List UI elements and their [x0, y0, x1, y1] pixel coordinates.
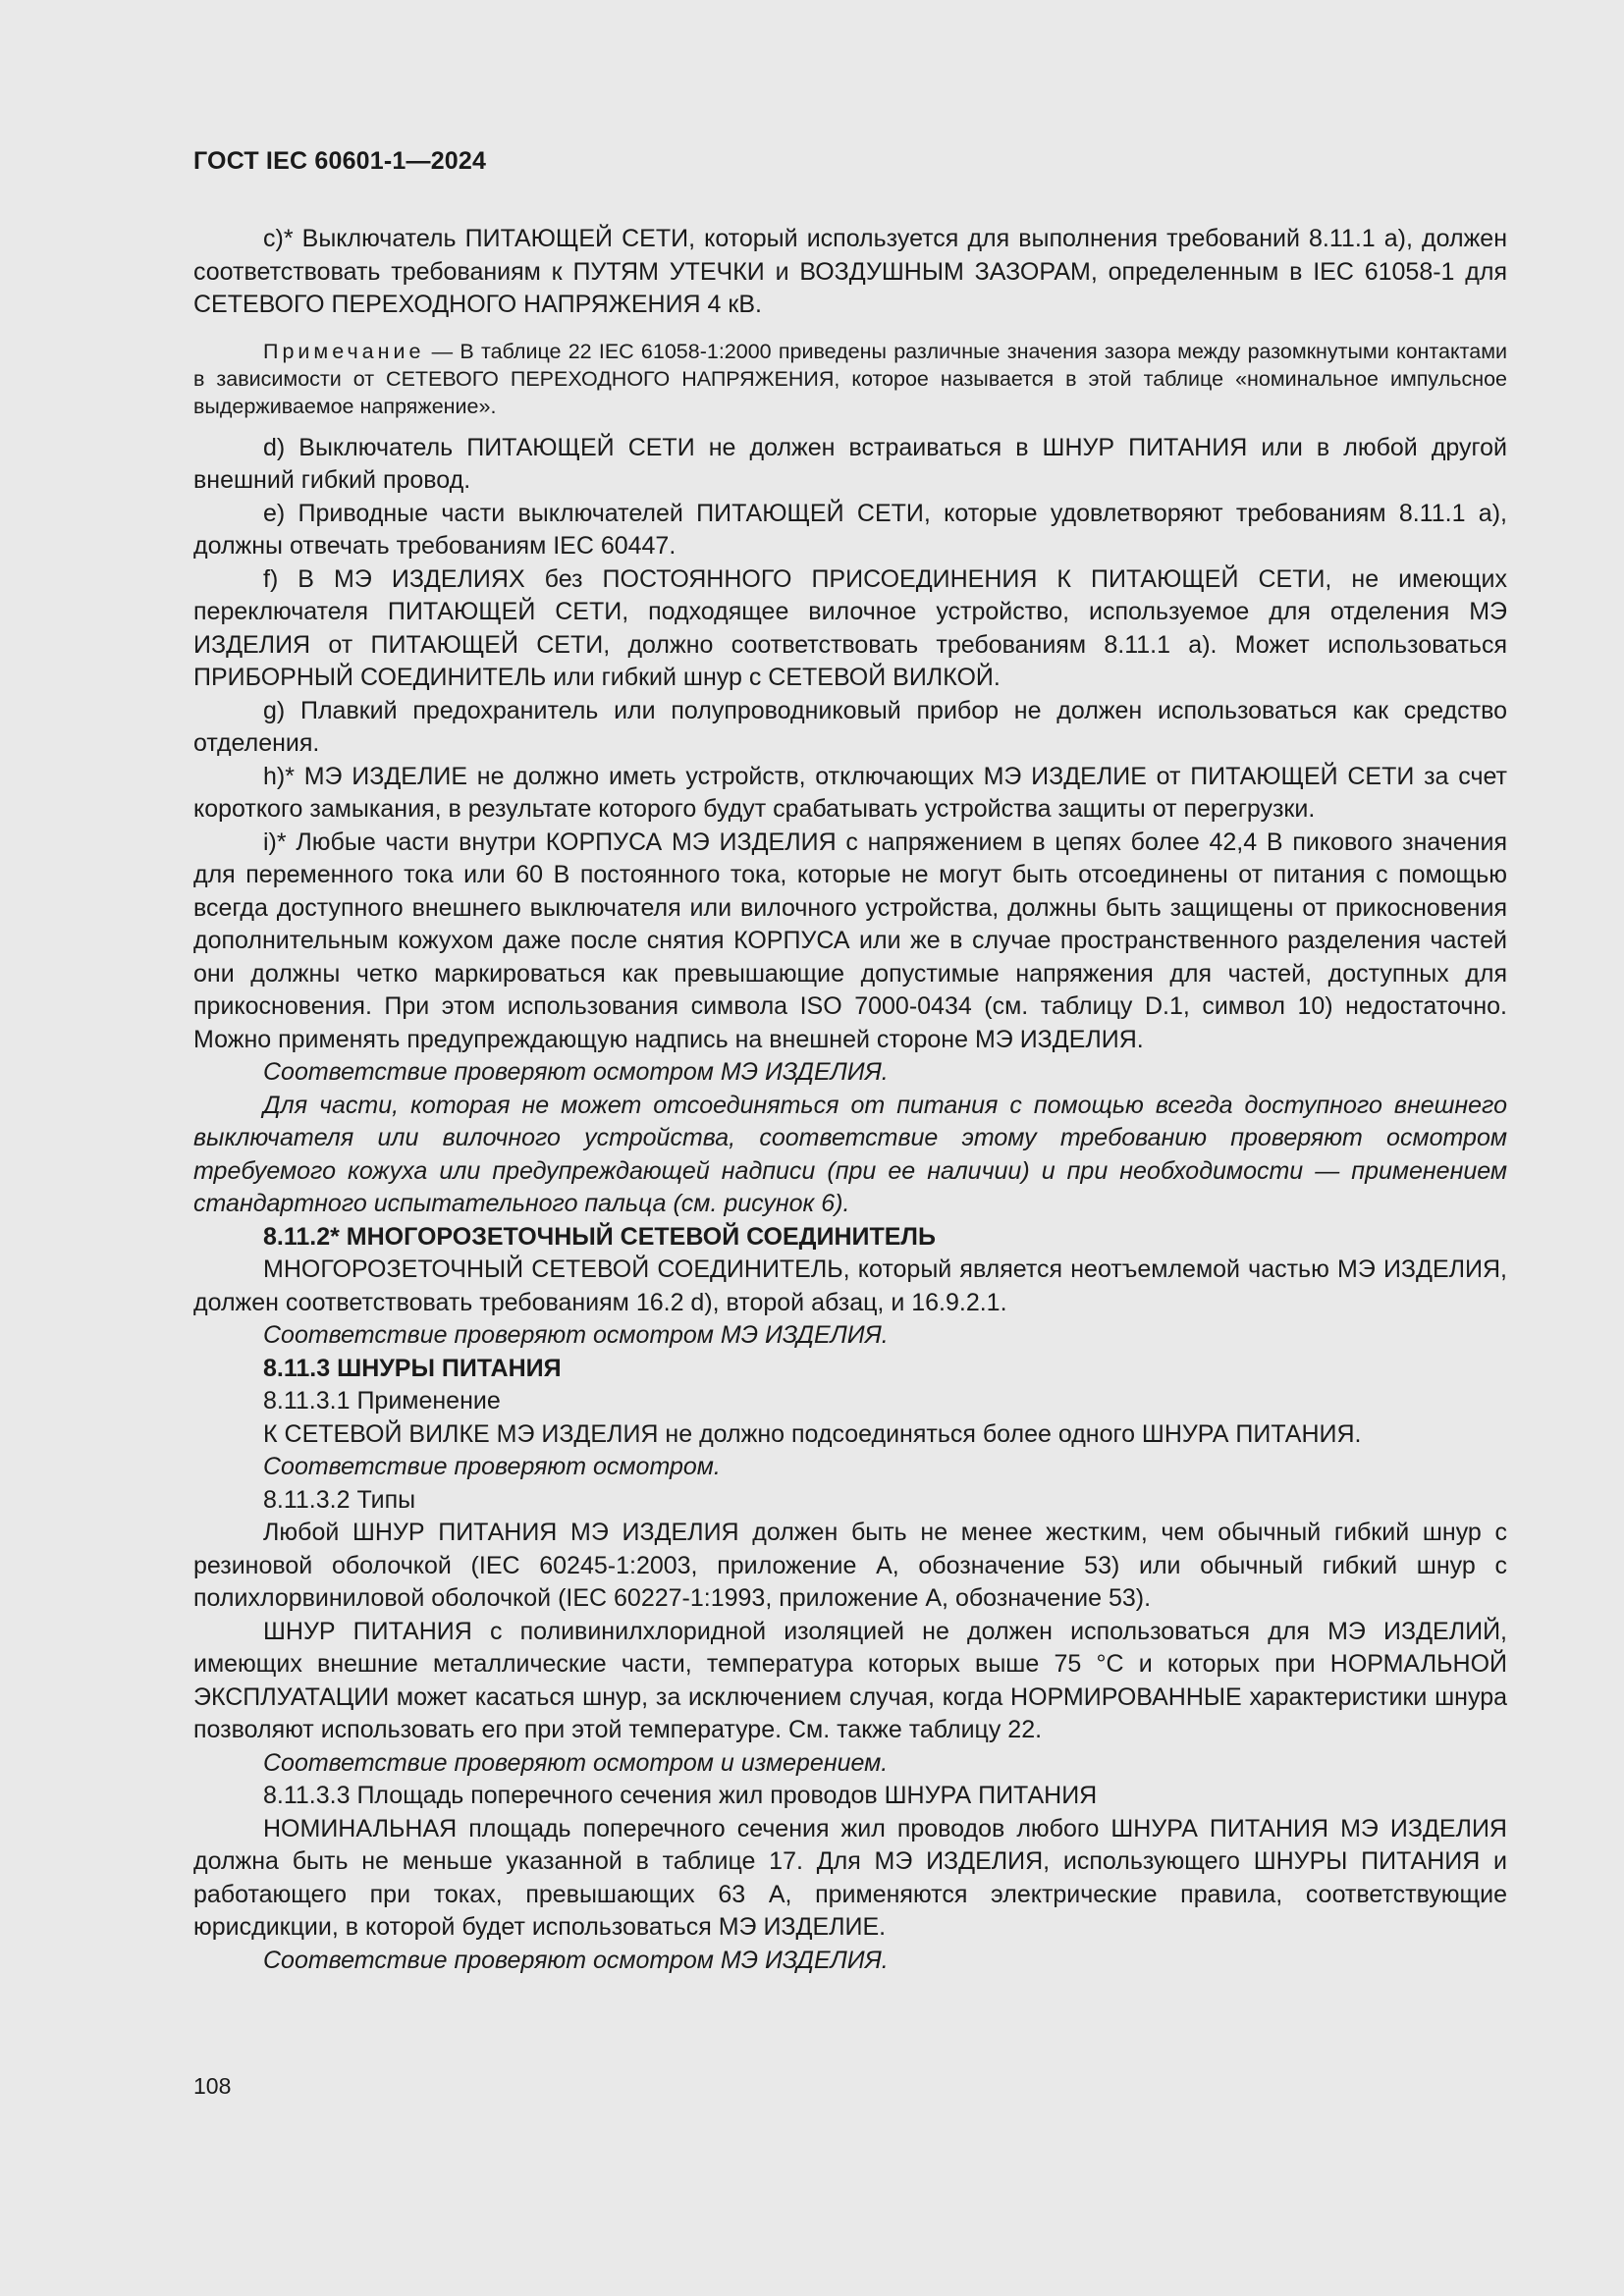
- paragraph-8-11-3-2-b: ШНУР ПИТАНИЯ с поливинилхлоридной изоляцией не должен использоваться для МЭ ИЗДЕЛИЙ, имеющих внешние металлические части, температура которых выше 75 °С и которых при НОРМАЛЬНОЙ ЭКСПЛУАТАЦИИ может касаться шнур, за исключением случая, когда НОРМИРОВАННЫЕ характеристики шнура позволяют использовать его при этой температуре. См. также таблицу 22.: [193, 1617, 1507, 1743]
- paragraph-8-11-3-3: НОМИНАЛЬНАЯ площадь поперечного сечения жил проводов любого ШНУРА ПИТАНИЯ МЭ ИЗДЕЛИЯ должна быть не меньше указанной в таблице 17. Для МЭ ИЗДЕЛИЯ, использующего ШНУРЫ ПИТАНИЯ и работающего при токах, превышающих 63 А, применяются электрические правила, соответствующие юрисдикции, в которой будет использоваться МЭ ИЗДЕЛИЕ.: [193, 1814, 1507, 1941]
- note-text: — В таблице 22 IEC 61058-1:2000 приведены различные значения зазора между разомкнутыми контактами в зависимости от СЕТЕВОГО ПЕРЕХОДНОГО НАПРЯЖЕНИЯ, которое называется в этой таблице «номинальное импульсное выдерживаемое напряжение».: [193, 339, 1507, 418]
- paragraph-g: g) Плавкий предохранитель или полупроводниковый прибор не должен использоваться как средство отделения.: [193, 696, 1507, 757]
- paragraph-8-11-3-1: К СЕТЕВОЙ ВИЛКЕ МЭ ИЗДЕЛИЯ не должно подсоединяться более одного ШНУРА ПИТАНИЯ.: [263, 1419, 1362, 1448]
- compliance-text: Соответствие проверяют осмотром и измерением.: [263, 1748, 889, 1777]
- paragraph-c: c)* Выключатель ПИТАЮЩЕЙ СЕТИ, который используется для выполнения требований 8.11.1 а), должен соответствовать требованиям к ПУТЯМ УТЕЧКИ и ВОЗДУШНЫМ ЗАЗОРАМ, определенным в IEC 61058-1 для СЕТЕВОГО ПЕРЕХОДНОГО НАПРЯЖЕНИЯ 4 кВ.: [193, 225, 1507, 318]
- note-label: Примечание: [263, 339, 425, 363]
- compliance-text: Для части, которая не может отсоединяться от питания с помощью всегда доступного внешнего выключателя или вилочного устройства, соответствие этому требованию проверяют осмотром требуемого кожуха или предупреждающей надписи (при ее наличии) и при необходимости — применением стандартного испытательного пальца (см. рисунок 6).: [193, 1091, 1507, 1217]
- compliance-text: Соответствие проверяют осмотром МЭ ИЗДЕЛИЯ.: [263, 1058, 889, 1086]
- paragraph-8-11-2: МНОГОРОЗЕТОЧНЫЙ СЕТЕВОЙ СОЕДИНИТЕЛЬ, который является неотъемлемой частью МЭ ИЗДЕЛИЯ, должен соответствовать требованиям 16.2 d), второй абзац, и 16.9.2.1.: [193, 1255, 1507, 1316]
- paragraph-e: e) Приводные части выключателей ПИТАЮЩЕЙ СЕТИ, которые удовлетворяют требованиям 8.11.1 а), должны отвечать требованиям IEC 60447.: [193, 499, 1507, 560]
- paragraph-8-11-3-2-a: Любой ШНУР ПИТАНИЯ МЭ ИЗДЕЛИЯ должен быть не менее жестким, чем обычный гибкий шнур с резиновой оболочкой (IEC 60245-1:2003, приложение А, обозначение 53) или обычный гибкий шнур с полихлорвиниловой оболочкой (IEC 60227-1:1993, приложение А, обозначение 53).: [193, 1519, 1507, 1612]
- document-header: ГОСТ IEC 60601-1—2024: [193, 147, 487, 175]
- section-heading-8-11-3: 8.11.3 ШНУРЫ ПИТАНИЯ: [263, 1354, 562, 1382]
- paragraph-i: i)* Любые части внутри КОРПУСА МЭ ИЗДЕЛИЯ с напряжением в цепях более 42,4 В пикового значения для переменного тока или 60 В постоянного тока, которые не могут быть отсоединены от питания с помощью всегда доступного внешнего выключателя или вилочного устройства, должны быть защищены от прикосновения дополнительным кожухом даже после снятия КОРПУСА или же в случае пространственного разделения частей они должны четко маркироваться как превышающие допустимые напряжения для частей, доступных для прикосновения. При этом использования символа ISO 7000-0434 (см. таблицу D.1, символ 10) недостаточно. Можно применять предупреждающую надпись на внешней стороне МЭ ИЗДЕЛИЯ.: [193, 828, 1507, 1053]
- compliance-text: Соответствие проверяют осмотром МЭ ИЗДЕЛИЯ.: [263, 1321, 889, 1349]
- paragraph-d: d) Выключатель ПИТАЮЩЕЙ СЕТИ не должен встраиваться в ШНУР ПИТАНИЯ или в любой другой внешний гибкий провод.: [193, 433, 1507, 494]
- subsection-heading-8-11-3-3: 8.11.3.3 Площадь поперечного сечения жил проводов ШНУРА ПИТАНИЯ: [263, 1782, 1098, 1809]
- compliance-text: Соответствие проверяют осмотром МЭ ИЗДЕЛИЯ.: [263, 1946, 889, 1974]
- paragraph-f: f) В МЭ ИЗДЕЛИЯХ без ПОСТОЯННОГО ПРИСОЕДИНЕНИЯ К ПИТАЮЩЕЙ СЕТИ, не имеющих переключателя ПИТАЮЩЕЙ СЕТИ, подходящее вилочное устройство, используемое для отделения МЭ ИЗДЕЛИЯ от ПИТАЮЩЕЙ СЕТИ, должно соответствовать требованиям 8.11.1 а). Может использоваться ПРИБОРНЫЙ СОЕДИНИТЕЛЬ или гибкий шнур с СЕТЕВОЙ ВИЛКОЙ.: [193, 564, 1507, 691]
- page-number: 108: [193, 2073, 232, 2099]
- paragraph-h: h)* МЭ ИЗДЕЛИЕ не должно иметь устройств, отключающих МЭ ИЗДЕЛИЕ от ПИТАЮЩЕЙ СЕТИ за счет короткого замыкания, в результате которого будут срабатывать устройства защиты от перегрузки.: [193, 762, 1507, 823]
- note: [193, 338, 1507, 420]
- compliance-text: Соответствие проверяют осмотром.: [263, 1453, 721, 1480]
- document-body: [193, 223, 1507, 1977]
- subsection-heading-8-11-3-2: 8.11.3.2 Типы: [263, 1485, 416, 1514]
- subsection-heading-8-11-3-1: 8.11.3.1 Применение: [263, 1387, 501, 1415]
- section-heading-8-11-2: 8.11.2* МНОГОРОЗЕТОЧНЫЙ СЕТЕВОЙ СОЕДИНИТЕЛЬ: [263, 1222, 936, 1251]
